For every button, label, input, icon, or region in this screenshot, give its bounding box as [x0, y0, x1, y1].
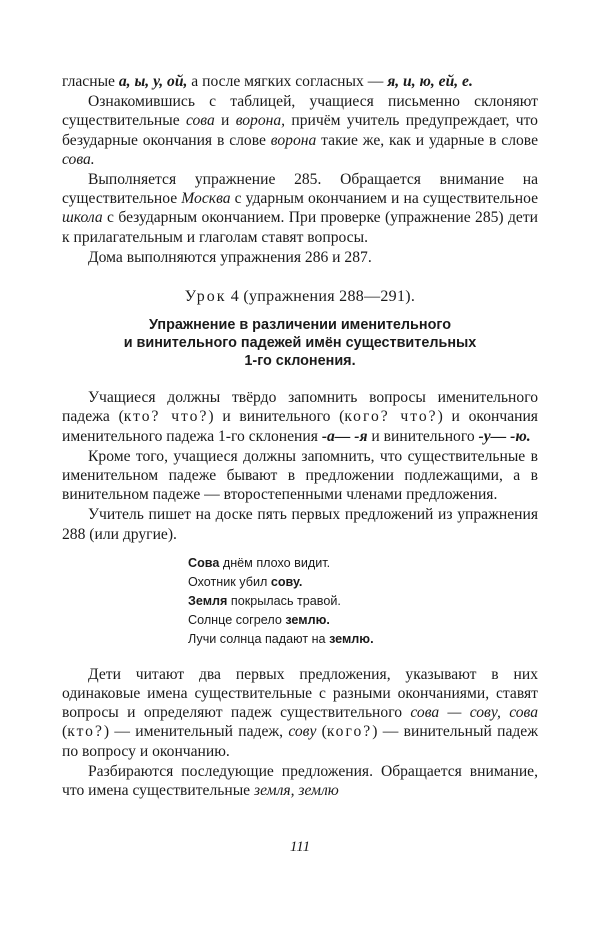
text-run: днём плохо видит. [219, 555, 331, 570]
text-run: ) — винительный падеж по вопросу и окончанию. [62, 723, 539, 760]
subheading-line: Упражнение в различении именительного [149, 317, 451, 334]
paragraph-exercise-285 [62, 170, 538, 247]
text-run: причём учитель предупреждает, что безударные окончания в слове [62, 112, 538, 149]
example-word: сова [185, 112, 215, 130]
example-word: ворона [270, 131, 317, 149]
ending-examples-hard: а, ы, у, ой, [118, 73, 188, 90]
question-words: кого? что? [344, 408, 438, 426]
text-run: и [214, 112, 236, 130]
highlighted-noun: Земля [188, 593, 228, 608]
text-run: ) и винительного ( [208, 408, 345, 426]
question-words: кто? что? [123, 408, 209, 426]
paragraph-following-sentences [62, 762, 538, 800]
paragraph-case-questions [62, 388, 538, 446]
question-words: кто? [67, 723, 104, 741]
lesson-heading [62, 287, 538, 306]
ending-examples-soft: я, и, ю, ей, е. [387, 73, 473, 90]
example-sentences [188, 554, 538, 649]
text-run: с ударным окончанием и на существительное [230, 190, 539, 208]
ending-examples: -а— -я [321, 427, 368, 445]
text-run: с безударным окончанием. При проверке (упражнение 285) дети к прилагательным и глаголам ставят вопросы. [62, 209, 538, 246]
example-word: школа [62, 209, 103, 227]
text-run: ( [316, 723, 327, 741]
paragraph-board: Учитель пишет на доске пять первых предложений из упражнения 288 (или другие). [62, 506, 538, 543]
page-body [62, 72, 538, 800]
example-word: сова — сову, сова [410, 704, 538, 722]
text-run: Учащиеся должны твёрдо запомнить вопросы именительного падежа ( [62, 389, 538, 426]
text-run: Солнце согрело [188, 612, 286, 627]
example-sentence [188, 630, 538, 649]
paragraph-vowel-endings [62, 72, 538, 91]
example-word: Москва [181, 190, 231, 208]
paragraph-sentence-roles: Кроме того, учащиеся должны запомнить, что существительные в именительном падеже бывают в предложении подлежащими, а в винительном падеже — второстепенными членами предложения. [62, 447, 538, 504]
text-run: ) и окончания именительного падежа 1-го склонения [62, 408, 538, 445]
example-sentence [188, 573, 538, 592]
text-run: Ознакомившись с таблицей, учащиеся письменно склоняют существительные [62, 93, 538, 130]
text-run: гласные [62, 73, 119, 90]
page-number: 111 [289, 839, 311, 855]
paragraph-homework: Дома выполняются упражнения 286 и 287. [88, 248, 372, 266]
text-run: Разбираются последующие предложения. Обращается внимание, что имена существительные [62, 762, 538, 800]
lesson-subheading [62, 316, 538, 370]
text-run: Выполняется упражнение 285. Обращается внимание на существительное [62, 171, 538, 208]
subheading-line: 1-го склонения. [244, 353, 356, 370]
example-sentence [188, 554, 538, 573]
lesson-word: Урок [184, 288, 227, 306]
text-run: такие же, как и ударные в слове [316, 131, 538, 149]
highlighted-noun: Сова [188, 555, 220, 570]
highlighted-noun: землю. [285, 612, 330, 627]
paragraph-table-declension [62, 92, 538, 169]
text-run: и винительного [367, 427, 479, 445]
text-run: ( [62, 723, 68, 741]
text-run: Дети читают два первых предложения, указывают в них одинаковые имена существительные с разными окончаниями, ставят вопросы и определяют падеж существительного [62, 665, 538, 722]
question-words: кого? [326, 723, 373, 741]
text-run: покрылась травой. [227, 593, 341, 608]
subheading-line: и винительного падежей имён существительных [123, 335, 477, 352]
example-word: земля, землю [254, 782, 339, 800]
highlighted-noun: сову. [270, 574, 303, 589]
example-word: сову [288, 723, 317, 741]
example-word: сова. [62, 150, 95, 168]
text-run: ) — именительный падеж, [103, 723, 289, 741]
example-sentence [188, 592, 538, 611]
highlighted-noun: землю. [329, 631, 374, 646]
example-word: ворона, [235, 112, 286, 130]
text-run: Охотник убил [188, 574, 271, 589]
ending-examples: -у— -ю. [478, 427, 531, 445]
example-sentence [188, 611, 538, 630]
paragraph-analysis [62, 665, 538, 761]
text-run: а после мягких согласных — [187, 73, 388, 90]
text-run: Лучи солнца падают на [188, 631, 330, 646]
lesson-exercises: 4 (упражнения 288—291). [226, 288, 416, 306]
